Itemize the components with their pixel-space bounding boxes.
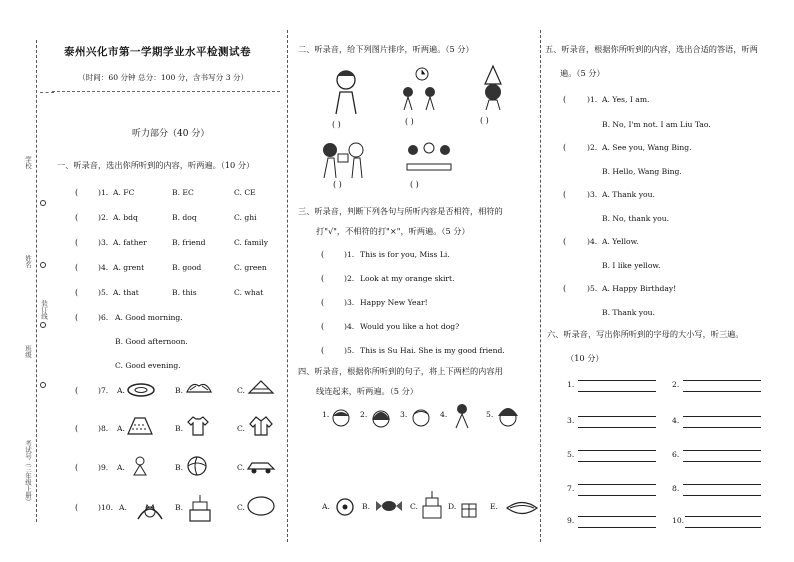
writing-line[interactable] xyxy=(685,527,761,528)
option-b: B. good xyxy=(172,263,202,272)
writing-line[interactable] xyxy=(578,391,656,392)
option-b: B. xyxy=(175,503,183,512)
option-a: A. Yes, I am. xyxy=(602,95,650,104)
option-a: A. Good morning. xyxy=(115,313,183,322)
party-hat-picture xyxy=(478,64,508,112)
writing-line[interactable] xyxy=(578,484,656,485)
match-letter: D. xyxy=(448,502,457,511)
section6-score: （10 分） xyxy=(566,353,604,363)
pet-cat-icon xyxy=(132,494,168,524)
letter-num: 5. xyxy=(567,450,575,459)
option-a: A. FC xyxy=(113,188,135,197)
item-num: )5. xyxy=(98,288,109,297)
option-b: B. No, thank you. xyxy=(602,214,669,223)
option-a: A. xyxy=(117,424,125,433)
girl-picture xyxy=(328,66,364,116)
letter-num: 10. xyxy=(672,516,685,525)
letter-num: 6. xyxy=(672,450,680,459)
item-num: )4. xyxy=(587,237,598,246)
gift-giving-picture xyxy=(318,140,370,180)
answer-paren: ( xyxy=(75,288,79,297)
item-num: )7. xyxy=(98,386,109,395)
swim-ring-icon xyxy=(126,380,156,398)
boy-face-icon xyxy=(330,406,352,430)
letter-num: 2. xyxy=(672,380,680,389)
candy-icon xyxy=(374,496,404,516)
item-num: )5. xyxy=(587,284,598,293)
match-letter: B. xyxy=(362,502,370,511)
item-num: )1. xyxy=(98,188,109,197)
option-a: A. Yellow. xyxy=(602,237,639,246)
binding-hole xyxy=(40,382,46,388)
option-b: B. this xyxy=(172,288,197,297)
writing-line[interactable] xyxy=(578,416,656,417)
section5-instruction-line1: 五、听录音，根据你所听到的内容，选出合适的答语，听两 xyxy=(545,44,758,54)
girl-face-icon xyxy=(370,406,392,430)
section6-instruction: 六、听录音，写出你所听到的字母的大小写，听三遍。 xyxy=(547,329,744,339)
letter-num: 8. xyxy=(672,484,680,493)
letter-num: 3. xyxy=(567,416,575,425)
gift-box-icon xyxy=(459,496,479,520)
t-shirt-icon xyxy=(185,415,211,437)
statement: Look at my orange skirt. xyxy=(360,274,455,283)
answer-paren: ( xyxy=(75,424,79,433)
item-num: )6. xyxy=(98,313,109,322)
option-c: C. Good evening. xyxy=(115,361,181,370)
margin-label-school: 学校 xyxy=(24,156,32,169)
option-c: C. xyxy=(237,463,245,472)
writing-line[interactable] xyxy=(578,380,656,381)
section4-instruction-line2: 线连起来，听两遍。（5 分） xyxy=(316,386,418,396)
match-num: 1. xyxy=(322,410,330,419)
margin-dash xyxy=(40,92,54,93)
jacket-icon xyxy=(247,415,275,437)
hot-dog-icon xyxy=(504,498,540,518)
letter-num: 4. xyxy=(672,416,680,425)
kids-clock-picture xyxy=(398,66,442,112)
writing-line[interactable] xyxy=(683,495,761,496)
letter-num: 7. xyxy=(567,484,575,493)
writing-line[interactable] xyxy=(683,391,761,392)
answer-paren: ( xyxy=(75,386,79,395)
header-divider xyxy=(52,91,280,92)
option-b: B. Hello, Wang Bing. xyxy=(602,167,682,176)
answer-paren: ( xyxy=(563,237,567,246)
option-b: B. friend xyxy=(172,238,206,247)
child-figure-icon xyxy=(452,402,472,430)
item-num: )4. xyxy=(344,322,355,331)
option-b: B. Thank you. xyxy=(602,308,655,317)
column-divider-2 xyxy=(540,30,541,542)
item-num: )3. xyxy=(587,190,598,199)
margin-label-class: 班级 xyxy=(24,345,32,358)
ball-icon xyxy=(185,454,209,478)
answer-paren: ( xyxy=(321,274,325,283)
item-num: )4. xyxy=(98,263,109,272)
exam-title: 泰州兴化市第一学期学业水平检测试卷 xyxy=(64,46,251,58)
column-divider-1 xyxy=(287,30,288,542)
skirt-icon xyxy=(126,415,154,437)
option-c: C. ghi xyxy=(234,213,257,222)
section3-instruction-line1: 三、听录音，判断下列各句与所听内容是否相符，相符的 xyxy=(298,206,503,216)
answer-paren: ( xyxy=(563,284,567,293)
option-c: C. what xyxy=(234,288,264,297)
doll-icon xyxy=(126,455,154,477)
match-num: 2. xyxy=(360,410,368,419)
option-a: A. that xyxy=(113,288,139,297)
section1-instruction: 一、听录音，选出你所听到的内容，听两遍。（10 分） xyxy=(57,160,255,170)
answer-paren: ( xyxy=(321,250,325,259)
option-a: A. grent xyxy=(113,263,145,272)
option-c: C. xyxy=(237,424,245,433)
writing-line[interactable] xyxy=(683,416,761,417)
man-face-icon xyxy=(410,406,432,430)
writing-line[interactable] xyxy=(683,427,761,428)
writing-line[interactable] xyxy=(578,450,656,451)
binding-hole xyxy=(40,322,46,328)
option-b: B. EC xyxy=(172,188,194,197)
match-num: 5. xyxy=(486,410,494,419)
exam-subtitle: （时间：60 分钟 总分：100 分，含书写分 3 分） xyxy=(78,73,249,82)
order-blank: ( ) xyxy=(480,116,489,125)
answer-paren: ( xyxy=(563,143,567,152)
margin-label-name: 姓名 xyxy=(24,255,32,268)
statement: This is Su Hai. She is my good friend. xyxy=(360,346,505,355)
writing-line[interactable] xyxy=(685,516,761,517)
writing-line[interactable] xyxy=(683,484,761,485)
answer-paren: ( xyxy=(75,263,79,272)
answer-paren: ( xyxy=(563,190,567,199)
item-num: )2. xyxy=(587,143,598,152)
writing-line[interactable] xyxy=(578,495,656,496)
slippers-icon xyxy=(184,378,214,398)
option-a: A. xyxy=(117,463,125,472)
option-a: A. xyxy=(119,503,127,512)
item-num: )2. xyxy=(344,274,355,283)
order-blank: ( ) xyxy=(333,180,342,189)
order-blank: ( ) xyxy=(410,180,419,189)
margin-label-exam-no: 考试号（三年级上册） xyxy=(24,440,32,505)
answer-paren: ( xyxy=(75,238,79,247)
option-b: B. xyxy=(175,386,183,395)
item-num: )8. xyxy=(98,424,109,433)
option-c: C. family xyxy=(234,238,269,247)
item-num: )9. xyxy=(98,463,109,472)
item-num: )3. xyxy=(98,238,109,247)
cake-slice-icon xyxy=(247,378,275,396)
writing-line[interactable] xyxy=(578,427,656,428)
cake-icon xyxy=(420,488,444,522)
binding-line xyxy=(36,40,37,522)
answer-paren: ( xyxy=(563,95,567,104)
answer-paren: ( xyxy=(321,322,325,331)
answer-paren: ( xyxy=(75,313,79,322)
match-letter: A. xyxy=(322,502,330,511)
item-num: )5. xyxy=(344,346,355,355)
letter-num: 9. xyxy=(567,516,575,525)
option-c: C. green xyxy=(234,263,267,272)
answer-paren: ( xyxy=(75,463,79,472)
statement: This is for you, Miss Li. xyxy=(360,250,450,259)
option-c: C. CE xyxy=(234,188,256,197)
family-dinner-picture xyxy=(403,140,455,180)
item-num: )2. xyxy=(98,213,109,222)
order-blank: ( ) xyxy=(332,120,341,129)
binding-hole xyxy=(40,262,46,268)
writing-line[interactable] xyxy=(578,461,656,462)
match-num: 3. xyxy=(400,410,408,419)
match-num: 4. xyxy=(440,410,448,419)
answer-paren: ( xyxy=(75,503,79,512)
birthday-cake-icon xyxy=(186,492,214,524)
answer-paren: ( xyxy=(75,188,79,197)
option-a: A. xyxy=(117,386,125,395)
item-num: )3. xyxy=(344,298,355,307)
section4-instruction-line1: 四、听录音，根据你所听到的句子，将上下两栏的内容用 xyxy=(298,366,503,376)
listening-heading: 听力部分（40 分） xyxy=(132,129,210,139)
option-b: B. I like yellow. xyxy=(602,261,661,270)
section2-instruction: 二、听录音，给下列图片排序，听两遍。（5 分） xyxy=(298,44,474,54)
item-num: )1. xyxy=(344,250,355,259)
section3-instruction-line2: 打"√"，不相符的打"×"，听两遍。（5 分） xyxy=(316,226,470,236)
egg-icon xyxy=(246,495,276,517)
option-c: C. xyxy=(237,503,245,512)
writing-line[interactable] xyxy=(683,461,761,462)
answer-paren: ( xyxy=(75,213,79,222)
writing-line[interactable] xyxy=(683,380,761,381)
item-num: )1. xyxy=(587,95,598,104)
writing-line[interactable] xyxy=(578,516,656,517)
writing-line[interactable] xyxy=(683,450,761,451)
margin-label-line: 装订线 xyxy=(40,300,48,320)
writing-line[interactable] xyxy=(578,527,656,528)
match-letter: E. xyxy=(490,502,498,511)
section5-instruction-line2: 遍。（5 分） xyxy=(560,68,605,78)
option-b: B. xyxy=(175,424,183,433)
match-letter: C. xyxy=(410,502,418,511)
option-b: B. Good afternoon. xyxy=(115,337,188,346)
item-num: )10. xyxy=(98,503,114,512)
option-b: B. xyxy=(175,463,183,472)
binding-hole xyxy=(40,200,46,206)
order-blank: ( ) xyxy=(405,117,414,126)
option-a: A. Happy Birthday! xyxy=(602,284,677,293)
option-a: A. See you, Wang Bing. xyxy=(602,143,692,152)
option-a: A. bdq xyxy=(113,213,138,222)
option-a: A. father xyxy=(113,238,147,247)
option-c: C. xyxy=(237,386,245,395)
option-b: B. doq xyxy=(172,213,197,222)
answer-paren: ( xyxy=(321,298,325,307)
curly-hair-face-icon xyxy=(496,404,520,432)
answer-paren: ( xyxy=(321,346,325,355)
statement: Would you like a hot dog? xyxy=(360,322,460,331)
toy-car-icon xyxy=(246,457,276,475)
statement: Happy New Year! xyxy=(360,298,428,307)
letter-num: 1. xyxy=(567,380,575,389)
cd-icon xyxy=(334,496,356,518)
option-a: A. Thank you. xyxy=(602,190,655,199)
option-b: B. No, I'm not. I am Liu Tao. xyxy=(602,120,711,129)
